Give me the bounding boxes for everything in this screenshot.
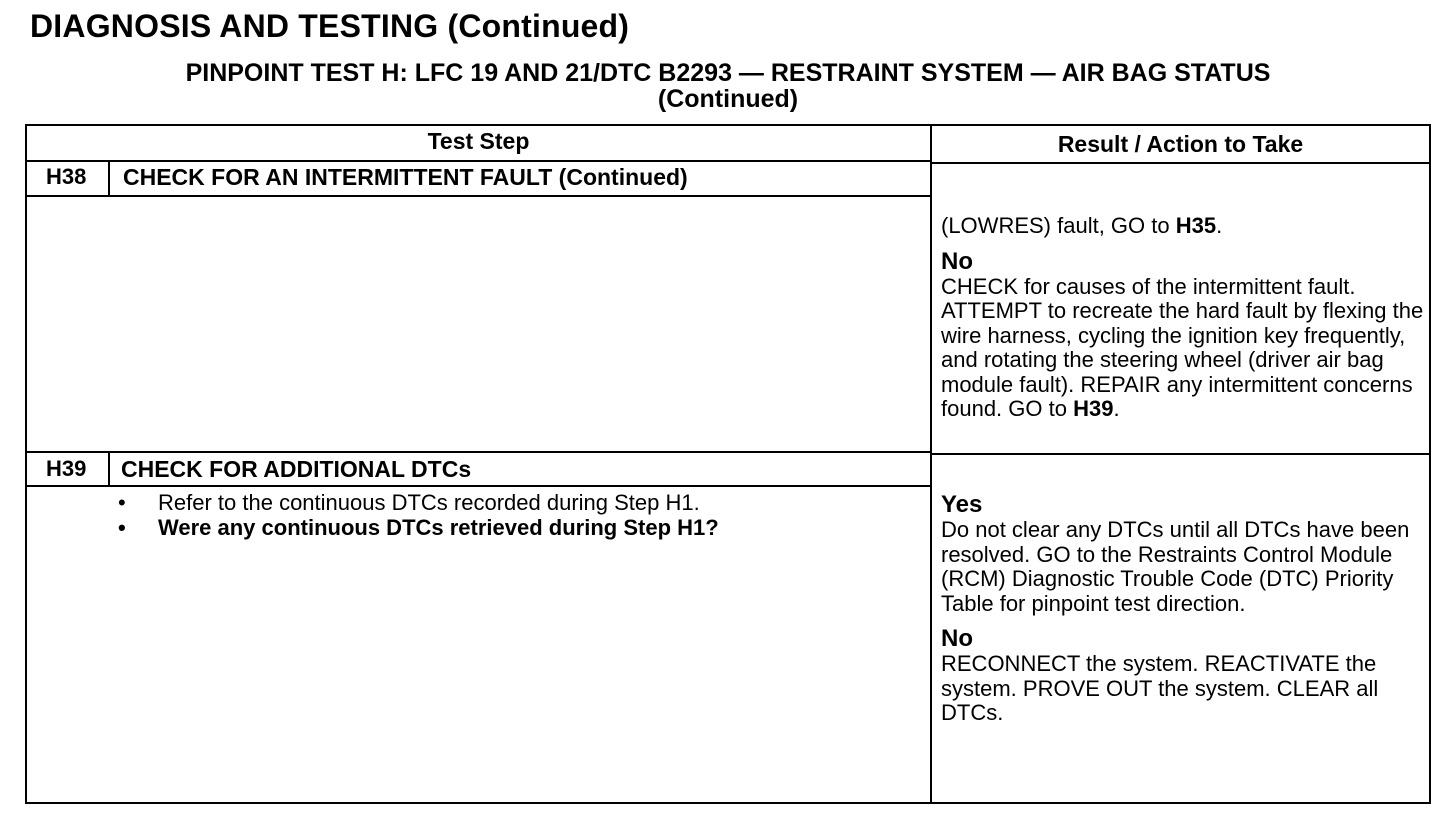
h39-instruction-list — [115, 490, 719, 540]
result-h38-no-label: No — [941, 247, 973, 275]
result-h38-continued-text: (LOWRES) fault, GO to — [941, 213, 1176, 238]
step-ref-h35: H35 — [1175, 213, 1217, 238]
result-h39-no-label: No — [941, 625, 973, 652]
step-id-h39: H39 — [46, 456, 87, 481]
column-divider — [930, 125, 932, 803]
result-h39-yes-text: Do not clear any DTCs until all DTCs have been resolved. GO to the Restraints Control Module (RCM) Diagnostic Trouble Code (DTC) Priority Table for pinpoint test direction. — [941, 517, 1410, 616]
result-h38-continued-end: . — [1216, 213, 1223, 238]
header-divider-left — [26, 160, 931, 162]
result-h39-yes-label: Yes — [941, 491, 983, 518]
step-ref-h39: H39 — [1073, 396, 1114, 421]
h39-question-item — [115, 515, 719, 540]
h38-id-divider — [108, 161, 110, 196]
step-id-h38: H38 — [46, 164, 87, 189]
result-h38-no-text — [941, 275, 1427, 422]
column-header-test-step: Test Step — [427, 128, 530, 154]
h39-title-underline — [26, 485, 931, 487]
h39-instruction-text: Refer to the continuous DTCs recorded during Step H1. — [158, 490, 700, 515]
h39-question-text: Were any continuous DTCs retrieved during Step H1? — [158, 515, 719, 540]
column-header-result: Result / Action to Take — [1057, 131, 1304, 157]
result-h38 — [941, 214, 1427, 422]
h38-title-underline — [26, 195, 931, 197]
row-divider-left — [26, 451, 931, 453]
step-title-h39: CHECK FOR ADDITIONAL DTCs — [121, 456, 472, 482]
header-divider-right — [931, 162, 1430, 164]
pinpoint-test-title — [0, 60, 1456, 112]
step-title-h38: CHECK FOR AN INTERMITTENT FAULT (Continued) — [123, 164, 688, 190]
result-h38-no-body: CHECK for causes of the intermittent fault. ATTEMPT to recreate the hard fault by flexing the wire harness, cycling the ignition key frequently, and rotating the steering wheel (driver air bag module fault). REPAIR any intermittent concerns found. GO to — [941, 273, 1424, 421]
pinpoint-test-title-line-1: PINPOINT TEST H: LFC 19 AND 21/DTC B2293 — RESTRAINT SYSTEM — AIR BAG STATUS — [185, 59, 1271, 87]
h39-id-divider — [108, 452, 110, 486]
pinpoint-test-title-line-2: (Continued) — [657, 85, 799, 113]
result-h39-no-text: RECONNECT the system. REACTIVATE the system. PROVE OUT the system. CLEAR all DTCs. — [941, 651, 1379, 725]
row-divider-right — [931, 453, 1430, 455]
page-heading: DIAGNOSIS AND TESTING (Continued) — [30, 8, 630, 44]
result-h39 — [941, 492, 1427, 726]
bullet-icon: • — [118, 490, 126, 515]
result-h38-continued — [941, 214, 1427, 239]
h39-instruction-item — [115, 490, 719, 515]
bullet-icon: • — [118, 515, 126, 540]
result-h38-no-end: . — [1113, 396, 1120, 421]
